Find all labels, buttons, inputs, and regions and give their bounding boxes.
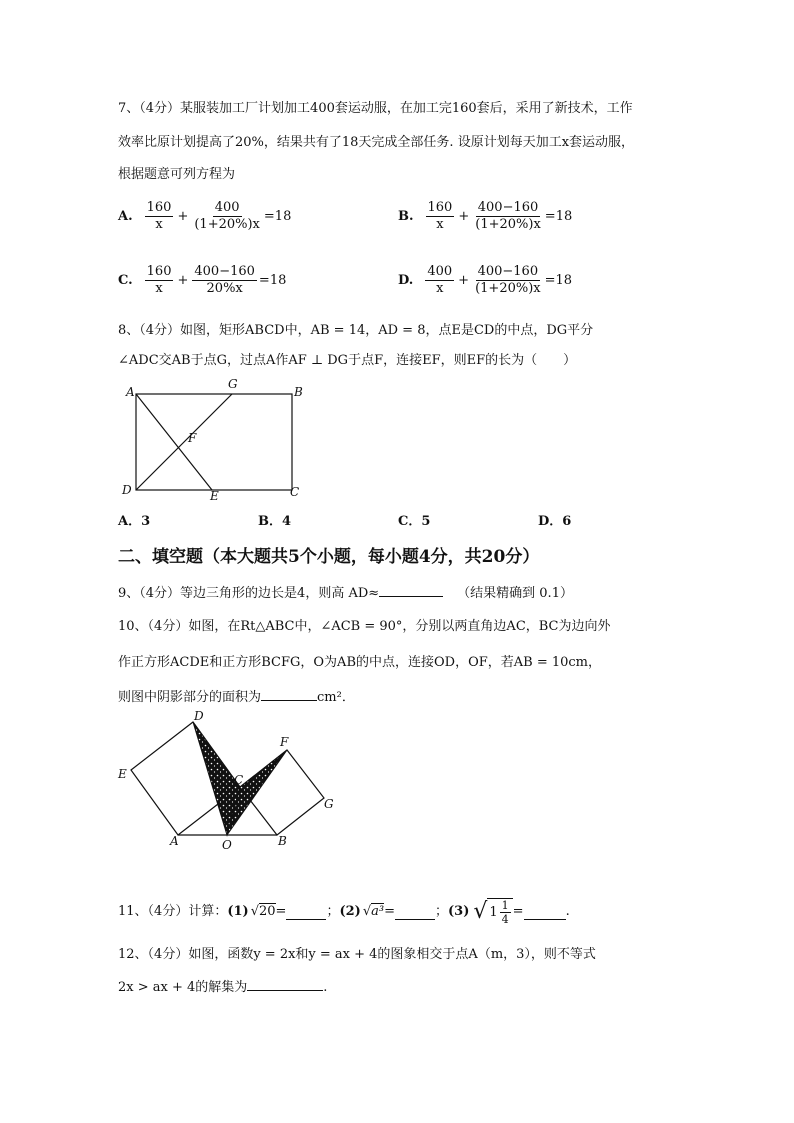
answer-blank[interactable] (379, 582, 443, 597)
q7-line-2: 效率比原计划提高了20%，结果共有了18天完成全部任务. 设原计划每天加工x套运动服， (118, 135, 635, 150)
q10-line-2: 作正方形ACDE和正方形BCFG，O为AB的中点，连接OD，OF，若AB = 10cm， (118, 655, 601, 670)
q8-option-a[interactable]: A．3 (118, 514, 151, 529)
label-f: F (188, 431, 197, 445)
fraction: $\frac{400-160}{20\%x}$ (194, 264, 255, 296)
label-b: B (294, 385, 303, 399)
option-label: D. (398, 273, 414, 288)
q10-line-3: 则图中阴影部分的面积为 cm²． (118, 686, 355, 707)
q7-option-a[interactable]: A. $\frac{160}{x}$ + $\frac{400}{(1+20\%)x}$ =18 (118, 200, 292, 232)
fraction: $\frac{400}{x}$ (427, 264, 453, 296)
label-d: D (122, 483, 132, 497)
label-b: B (278, 834, 287, 848)
q7-option-d[interactable]: D. $\frac{400}{x}$ + $\frac{400-160}{(1+20\%)x}$ =18 (398, 264, 573, 296)
label-e: E (210, 489, 219, 503)
q10-squares-figure (114, 708, 344, 854)
label-f: F (280, 735, 289, 749)
q8-option-c[interactable]: C．5 (398, 514, 431, 529)
q11-line: 11、（4分）计算： (1) √20 = ； (2) √a³ = ； (3) √ 1 $\frac{1}{4}$ = . (118, 899, 570, 926)
answer-blank-2[interactable] (395, 905, 435, 920)
q12-line-1: 12、（4分）如图，函数y = 2x和y = ax + 4的图象相交于点A（m，3），则不等式 (118, 947, 596, 962)
rectangle-abcd (136, 394, 292, 490)
label-a: A (170, 834, 179, 848)
segment-ae (136, 394, 212, 490)
answer-blank-1[interactable] (286, 905, 326, 920)
fraction: $\frac{400-160}{(1+20\%)x}$ (475, 200, 541, 232)
label-g: G (324, 797, 334, 811)
fraction: $\frac{400-160}{(1+20\%)x}$ (475, 264, 541, 296)
label-o: O (222, 838, 232, 852)
q8-option-b[interactable]: B．4 (258, 514, 292, 529)
sqrt-expression: √ 1 $\frac{1}{4}$ (473, 898, 512, 926)
section-heading: 二、填空题（本大题共5个小题，每小题4分，共20分） (118, 547, 540, 567)
answer-blank[interactable] (261, 686, 317, 701)
q8-line-2: ∠ADC交AB于点G，过点A作AF ⊥ DG于点F，连接EF，则EF的长为（ ） (118, 353, 577, 368)
label-c: C (290, 485, 300, 499)
q12-line-2: 2x > ax + 4的解集为 . (118, 976, 327, 997)
q7-line-1: 7、（4分）某服装加工厂计划加工400套运动服，在加工完160套后，采用了新技术，工作 (118, 101, 633, 116)
option-label: A. (118, 209, 133, 224)
q8-option-d[interactable]: D．6 (538, 514, 572, 529)
q7-line-3: 根据题意可列方程为 (118, 167, 236, 182)
label-d: D (194, 709, 204, 723)
answer-blank[interactable] (247, 976, 323, 991)
q10-line-1: 10、（4分）如图，在Rt△ABC中，∠ACB = 90°，分别以两直角边AC，BC为边向外 (118, 619, 611, 634)
q7-option-b[interactable]: B. $\frac{160}{x}$ + $\frac{400-160}{(1+20\%)x}$ =18 (398, 200, 573, 232)
q8-line-1: 8、（4分）如图，矩形ABCD中，AB = 14，AD = 8，点E是CD的中点，DG平分 (118, 323, 594, 338)
sqrt-expression: √a³ (362, 904, 385, 919)
sqrt-expression: √20 (250, 904, 276, 919)
label-c: C (234, 773, 244, 787)
label-a: A (126, 385, 135, 399)
q7-option-c[interactable]: C. $\frac{160}{x}$ + $\frac{400-160}{20\%x}$ =18 (118, 264, 287, 296)
option-label: B. (398, 209, 414, 224)
fraction: $\frac{160}{x}$ (146, 264, 172, 296)
fraction: $\frac{160}{x}$ (146, 200, 172, 232)
fraction: $\frac{160}{x}$ (427, 200, 453, 232)
label-e: E (118, 767, 127, 781)
fraction: $\frac{400}{(1+20\%)x}$ (194, 200, 260, 232)
option-label: C. (118, 273, 133, 288)
segment-dg (136, 394, 232, 490)
answer-blank-3[interactable] (524, 905, 566, 920)
label-g: G (228, 377, 238, 391)
q8-rectangle-figure (118, 374, 318, 504)
q9-line: 9、（4分）等边三角形的边长是4，则高 AD≈ （结果精确到 0.1） (118, 582, 573, 603)
